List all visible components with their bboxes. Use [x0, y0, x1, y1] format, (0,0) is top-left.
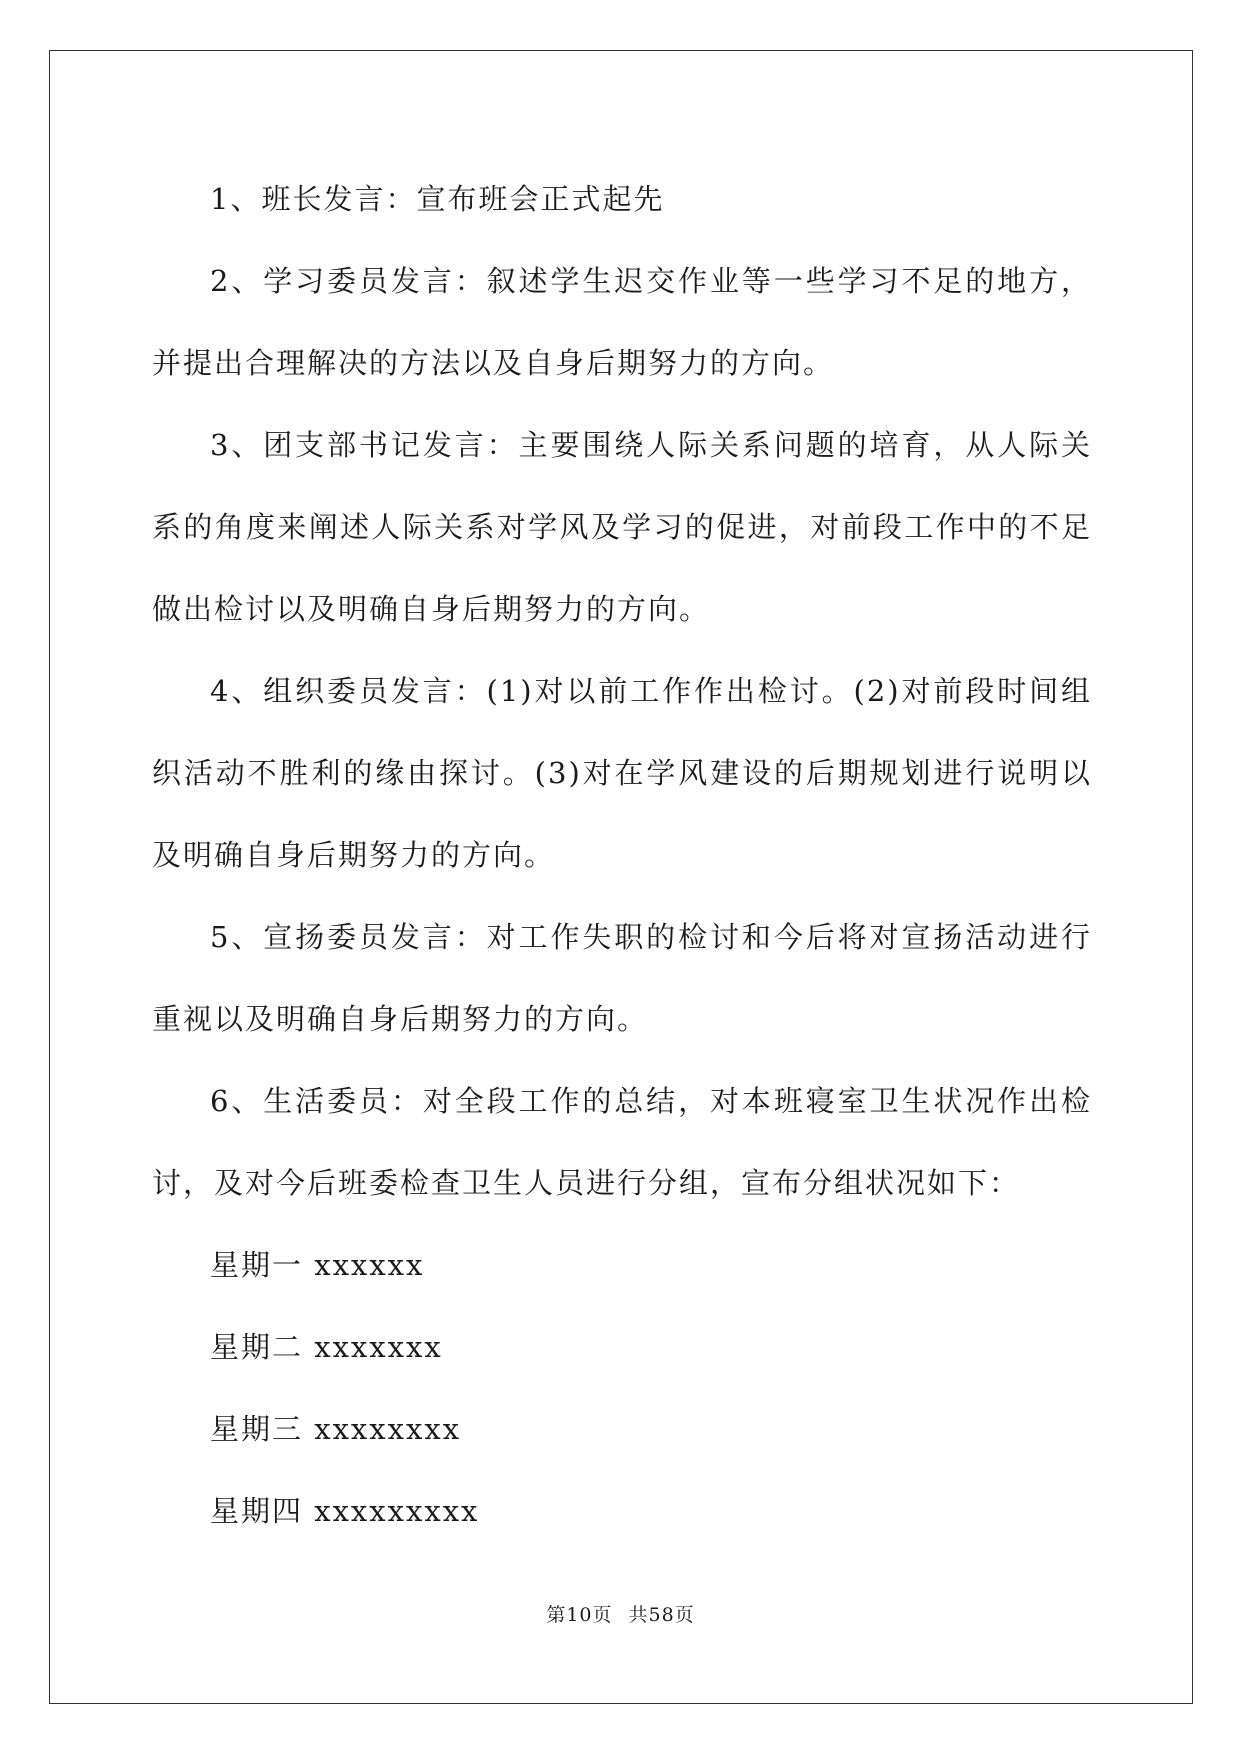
paragraph-publicity-committee: 5、宣扬委员发言：对工作失职的检讨和今后将对宣扬活动进行重视以及明确自身后期努力的方向。 [152, 920, 1092, 1036]
schedule-monday: 星期一 xxxxxx [210, 1248, 425, 1282]
paragraph-study-committee: 2、学习委员发言：叙述学生迟交作业等一些学习不足的地方，并提出合理解决的方法以及自身后期努力的方向。 [152, 264, 1092, 380]
schedule-thursday: 星期四 xxxxxxxxx [210, 1494, 480, 1528]
paragraph-class-monitor: 1、班长发言：宣布班会正式起先 [210, 182, 665, 216]
schedule-wednesday: 星期三 xxxxxxxx [210, 1412, 462, 1446]
page-number-current: 第10页 [546, 1604, 613, 1626]
page-number-total: 共58页 [628, 1604, 695, 1626]
paragraph-league-secretary: 3、团支部书记发言：主要围绕人际关系问题的培育，从人际关系的角度来阐述人际关系对学风及学习的促进，对前段工作中的不足做出检讨以及明确自身后期努力的方向。 [152, 428, 1092, 626]
schedule-tuesday: 星期二 xxxxxxx [210, 1330, 443, 1364]
paragraph-organization-committee: 4、组织委员发言：(1)对以前工作作出检讨。(2)对前段时间组织活动不胜利的缘由探讨。(3)对在学风建设的后期规划进行说明以及明确自身后期努力的方向。 [152, 674, 1092, 872]
paragraph-life-committee: 6、生活委员：对全段工作的总结，对本班寝室卫生状况作出检讨，及对今后班委检查卫生人员进行分组，宣布分组状况如下： [152, 1084, 1092, 1200]
page-footer [0, 1600, 1241, 1627]
document-body [152, 158, 1092, 1552]
